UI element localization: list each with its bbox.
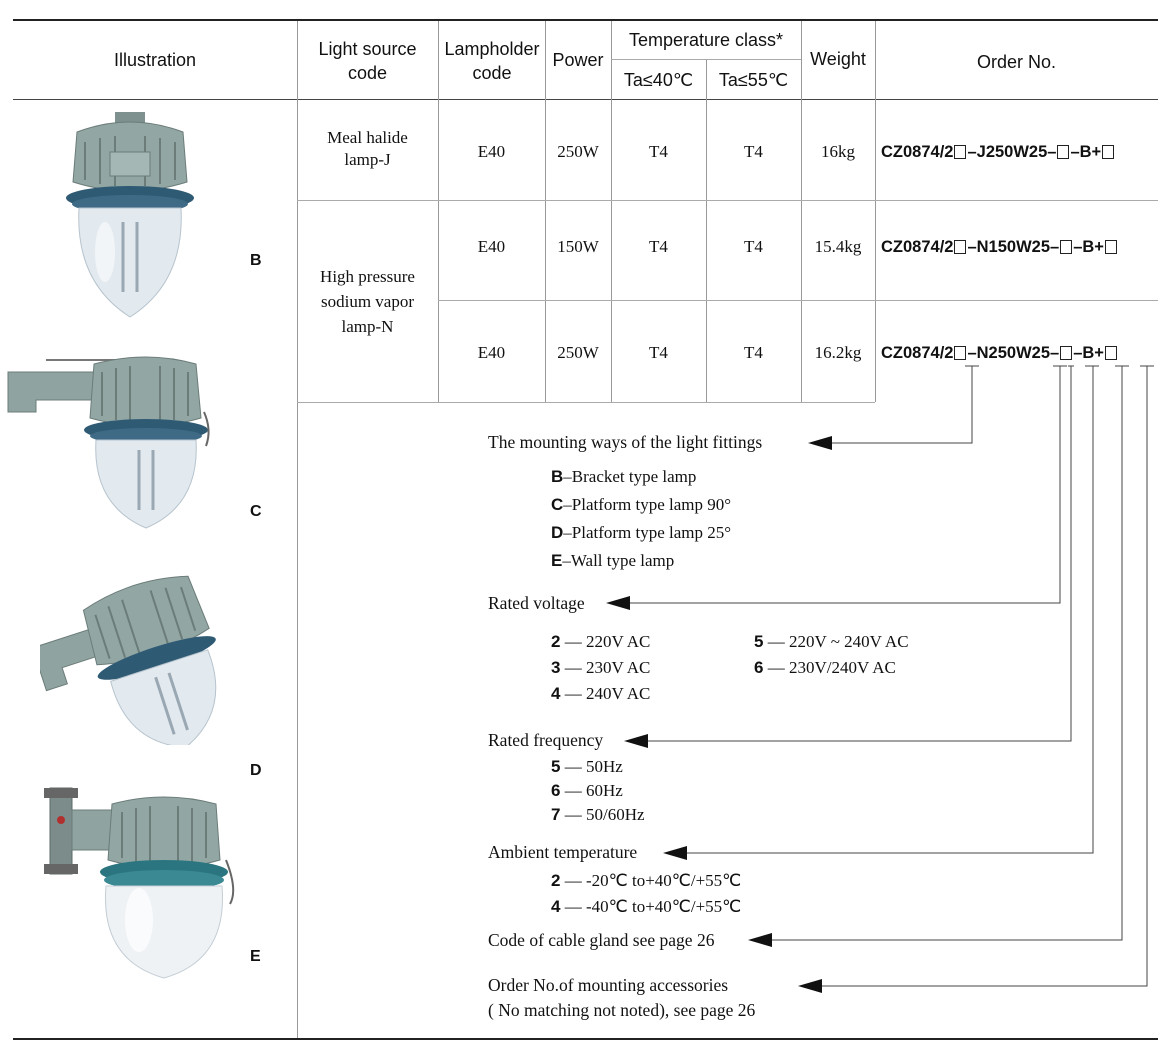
order-number: CZ0874/2 –N250W25– –B+ — [881, 344, 1118, 363]
header-illustration: Illustration — [113, 50, 197, 70]
t55-cell: T4 — [744, 343, 763, 362]
voltage-title: Rated voltage — [488, 593, 585, 613]
frequency-option: 6 — 60Hz — [551, 781, 623, 800]
letter-d: D — [250, 762, 262, 779]
voltage-option: 2 — 220V AC — [551, 632, 651, 651]
platform-lamp-90-image — [6, 350, 216, 530]
mounting-option: E–Wall type lamp — [551, 551, 675, 570]
header-weight: Weight — [810, 49, 866, 69]
voltage-option: 3 — 230V AC — [551, 658, 651, 677]
header-ta55: Ta≤55℃ — [718, 70, 789, 90]
mounting-option: B–Bracket type lamp — [551, 467, 697, 486]
voltage-option: 5 — 220V ~ 240V AC — [754, 632, 909, 651]
ambient-title: Ambient temperature — [488, 842, 638, 862]
t40-cell: T4 — [649, 237, 668, 256]
t55-cell: T4 — [744, 237, 763, 256]
bracket-lamp-image — [55, 112, 205, 322]
header-lampholder-code: Lampholder code — [444, 39, 540, 83]
weight-cell: 16kg — [821, 142, 855, 161]
frequency-option: 5 — 50Hz — [551, 757, 623, 776]
voltage-option: 4 — 240V AC — [551, 684, 651, 703]
cable-gland-note: Code of cable gland see page 26 — [488, 930, 715, 950]
frequency-option: 7 — 50/60Hz — [551, 805, 645, 824]
header-order-no: Order No. — [976, 52, 1057, 72]
mounting-option: D–Platform type lamp 25° — [551, 523, 732, 542]
platform-lamp-25-image — [40, 565, 240, 745]
lampholder-cell: E40 — [477, 237, 506, 256]
frequency-title: Rated frequency — [488, 730, 604, 750]
letter-e: E — [250, 948, 261, 965]
header-temperature-class: Temperature class* — [628, 30, 784, 50]
weight-cell: 16.2kg — [814, 343, 862, 362]
ambient-option: 4 — -40℃ to+40℃/+55℃ — [551, 897, 742, 916]
light-source-metal-halide: Meal halide lamp-J — [327, 128, 408, 169]
power-cell: 150W — [557, 237, 599, 256]
voltage-option: 6 — 230V/240V AC — [754, 658, 896, 677]
lampholder-cell: E40 — [477, 142, 506, 161]
header-ta40: Ta≤40℃ — [623, 70, 694, 90]
ambient-option: 2 — -20℃ to+40℃/+55℃ — [551, 871, 742, 890]
lampholder-cell: E40 — [477, 343, 506, 362]
t40-cell: T4 — [649, 142, 668, 161]
t55-cell: T4 — [744, 142, 763, 161]
t40-cell: T4 — [649, 343, 668, 362]
weight-cell: 15.4kg — [814, 237, 862, 256]
mounting-option: C–Platform type lamp 90° — [551, 495, 732, 514]
accessories-note-2: ( No matching not noted), see page 26 — [488, 1000, 756, 1020]
power-cell: 250W — [557, 142, 599, 161]
wall-lamp-image — [44, 780, 244, 980]
order-number: CZ0874/2 –J250W25– –B+ — [881, 143, 1115, 162]
accessories-note: Order No.of mounting accessories — [488, 975, 729, 995]
header-light-source-code: Light source code — [318, 39, 417, 83]
power-cell: 250W — [557, 343, 599, 362]
letter-c: C — [250, 503, 262, 520]
order-number: CZ0874/2 –N150W25– –B+ — [881, 238, 1118, 257]
mounting-title: The mounting ways of the light fittings — [488, 432, 763, 452]
light-source-sodium: High pressure sodium vapor lamp-N — [320, 267, 415, 336]
letter-b: B — [250, 252, 262, 269]
header-power: Power — [552, 50, 604, 70]
